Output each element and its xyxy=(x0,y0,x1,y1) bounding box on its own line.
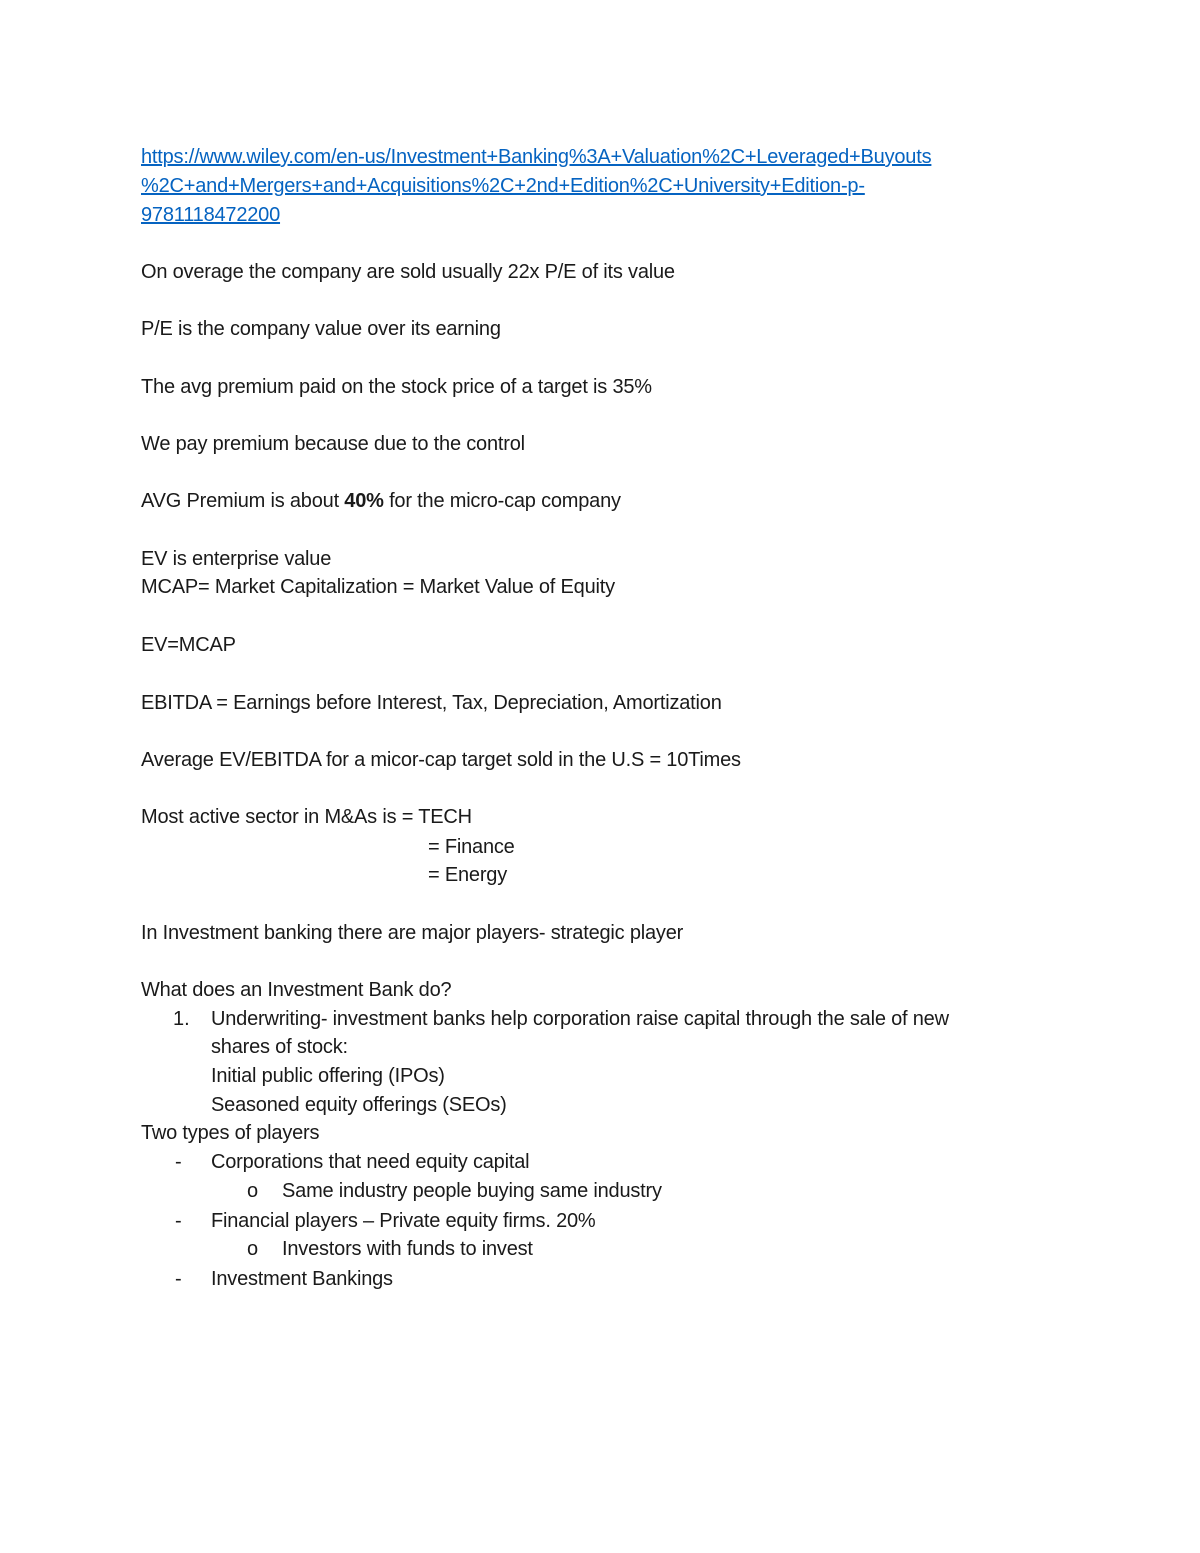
reference-link-line-3[interactable]: 9781118472200 xyxy=(141,204,281,226)
reference-link-line-2[interactable]: %2C+and+Mergers+and+Acquisitions%2C+2nd+Edition%2C+University+Edition-p- xyxy=(141,175,865,197)
circle-bullet-icon: o xyxy=(247,1180,259,1202)
dash-bullet-icon: - xyxy=(175,1151,182,1173)
ev-equals-mcap-note: EV=MCAP xyxy=(141,634,236,656)
major-players-note: In Investment banking there are major players- strategic player xyxy=(141,922,684,944)
seo-line: Seasoned equity offerings (SEOs) xyxy=(211,1094,507,1116)
avg-premium-note: The avg premium paid on the stock price of a target is 35% xyxy=(141,376,652,398)
sector-finance: = Finance xyxy=(428,836,515,858)
microcap-premium-value: 40% xyxy=(344,490,384,512)
dash-bullet-icon: - xyxy=(175,1268,182,1290)
players-item-investment-bankings: Investment Bankings xyxy=(211,1268,393,1290)
active-sector-note: Most active sector in M&As is = TECH xyxy=(141,806,472,828)
microcap-premium-prefix: AVG Premium is about xyxy=(141,490,345,512)
ebitda-definition-note: EBITDA = Earnings before Interest, Tax, Depreciation, Amortization xyxy=(141,692,722,714)
microcap-premium-suffix: for the micro-cap company xyxy=(383,490,621,512)
list-number-1: 1. xyxy=(173,1008,190,1030)
sector-energy: = Energy xyxy=(428,864,508,886)
investment-bank-question: What does an Investment Bank do? xyxy=(141,979,452,1001)
underwriting-item-line-1: Underwriting- investment banks help corporation raise capital through the sale of new xyxy=(211,1008,949,1030)
reference-link-line-1[interactable]: https://www.wiley.com/en-us/Investment+Banking%3A+Valuation%2C+Leveraged+Buyouts xyxy=(141,146,932,168)
players-heading: Two types of players xyxy=(141,1122,320,1144)
ipo-line: Initial public offering (IPOs) xyxy=(211,1065,445,1087)
dash-bullet-icon: - xyxy=(175,1210,182,1232)
ev-definition-note: EV is enterprise value xyxy=(141,548,332,570)
players-subitem-investors: Investors with funds to invest xyxy=(282,1238,533,1260)
players-subitem-same-industry: Same industry people buying same industry xyxy=(282,1180,662,1202)
ev-ebitda-average-note: Average EV/EBITDA for a micor-cap target sold in the U.S = 10Times xyxy=(141,749,741,771)
microcap-premium-note xyxy=(141,487,621,515)
players-item-corporations: Corporations that need equity capital xyxy=(211,1151,530,1173)
circle-bullet-icon: o xyxy=(247,1238,259,1260)
premium-reason-note: We pay premium because due to the control xyxy=(141,433,525,455)
pe-definition-note: P/E is the company value over its earning xyxy=(141,318,501,340)
pe-average-note: On overage the company are sold usually 22x P/E of its value xyxy=(141,261,675,283)
underwriting-item-line-2: shares of stock: xyxy=(211,1036,348,1058)
mcap-definition-note: MCAP= Market Capitalization = Market Value of Equity xyxy=(141,576,615,598)
players-item-financial: Financial players – Private equity firms. 20% xyxy=(211,1210,596,1232)
